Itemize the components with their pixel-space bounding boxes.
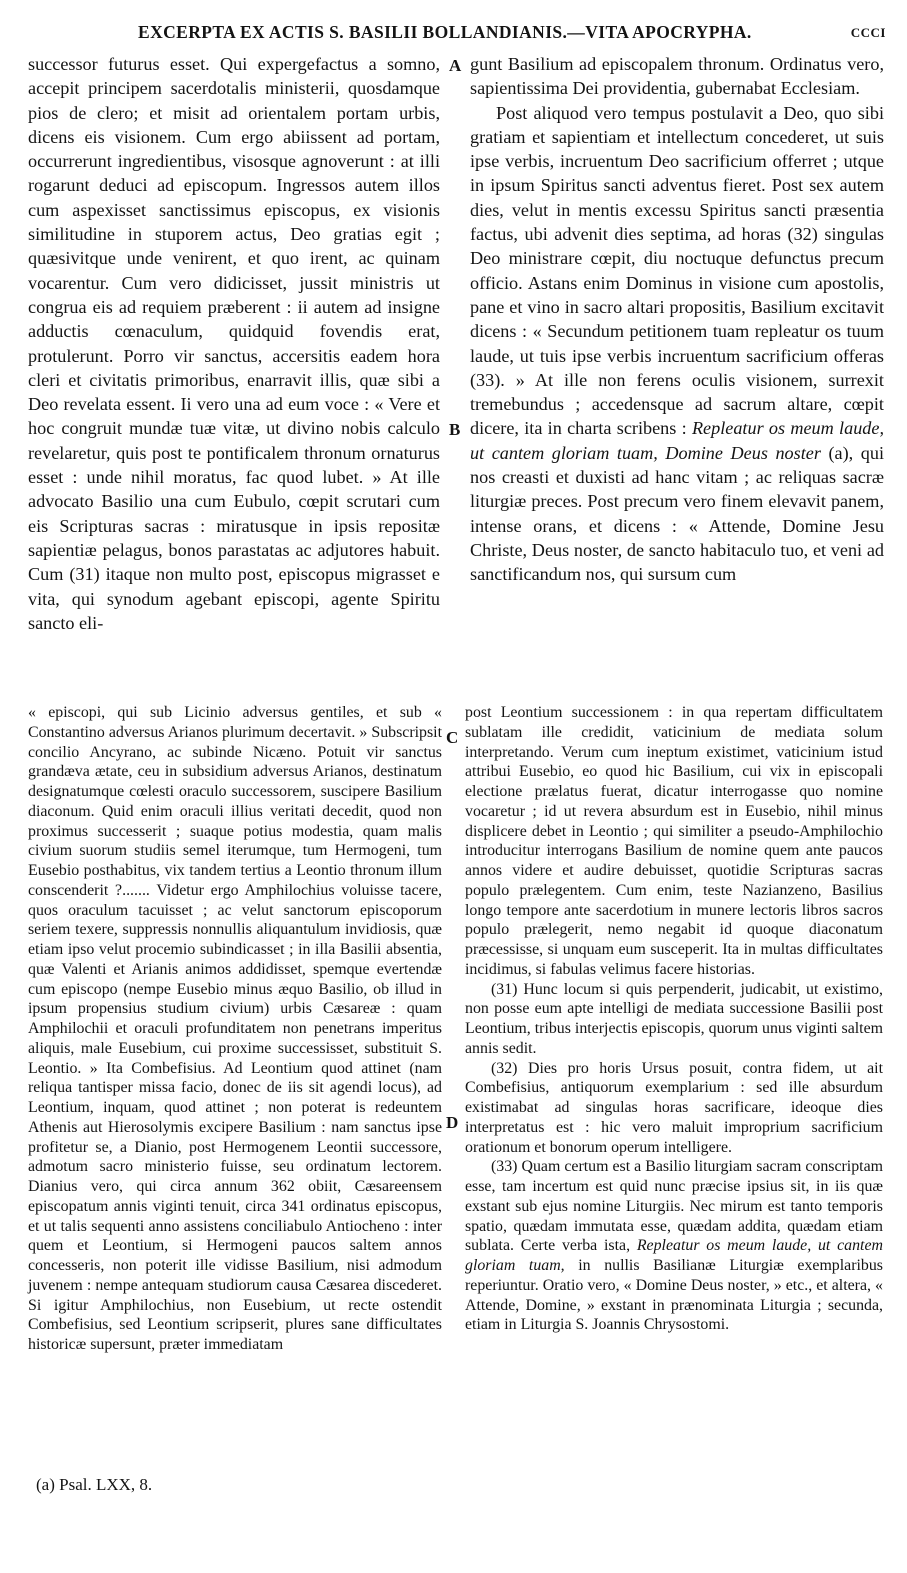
note-32: (32) Dies pro horis Ursus posuit, contra fidem, ut ait Combefisius, antiquorum exemplarium : sed ille absurdum existimabat ad singulas horas sacrificare, ideoque dies interpretatus est : hic vero maluit improprium sacrificium orationum et bonorum operum intelligere. bbox=[465, 1059, 883, 1156]
text-run: Post aliquod vero tempus postulavit a Deo, quo sibi gratiam et sapientiam et intellectum concederet, ut suis ipse verbis, incruentum Deo sacrificium offerret ; utque in ipsum Spiritus sancti adventus fieret. Post sex autem dies, velut in mentis excessu Spiritus sancti præsentia factus, ubi advenit dies septima, ad horas (32) singulas Deo ministrare cœpit, diu noctuque defunctus precum officio. Astans enim Dominus in visione cum apostolis, pane et vino in sacro altari propositis, Basilium excitavit dicens : « Secundum petitionem tuam repleatur os tuum laude, ut tuis ipse verbis incruentum sacrificium offeras (33). » At ille non ferens oculis visionem, surrexit tremebundus ; accedensque ad sacrum altare, cœpit dicere, ita in charta scribens : bbox=[470, 102, 884, 439]
paragraph: « episcopi, qui sub Licinio adversus gentiles, et sub « Constantino adversus Arianos plurimum decertavit. » Subscripsit concilio Ancyrano, ac subinde Nicæno. Potuit vir sanctus grandæva ætate, ceu in subsidium adversus Arianos, destinatum designatumque cœlesti oraculo successorem, suscipere Basilium diaconum. Quid enim oraculi illius veritati decedit, quod non proximus successerit ; suaque potius modestia, quam malis civium suorum studiis semel iterumque, tum Hermogeni, tum Eusebio posthabitus, vix tandem tertius a Leontio thronum illum conscenderit ?....... Videtur ergo Amphilochius voluisse tacere, quos oraculum tacuisset ; ac velut sanctorum episcoporum seriem texere, suppressis nonnullis aliquantulum invidiosis, quæ etiam ipso velut procemio subindicasset ; in illa Basilii absentia, quæ Valenti et Arianis animos addidisset, spemque evertendæ cum episcopo (nempe Eusebio minus æquo Basilio, ob illud in ipsum propensius studium civium) urbis Cæsareæ : quam Amphilochii et oraculi profunditatem non penetrans imperitus aliquis, male Eusebium, cui proxime successisset, substituit S. Leontio. » Ita Combefisius. Ad Leontium quod attinet (nam reliqua tantisper missa facio, donec de iis sit agendi locus), ad Leontium, inquam, quod attinet ; non poterat is redeuntem Athenis aut Hierosolymis excipere Basilium : nam sanctus ipse profitetur se, a Dianio, post Hermogenem Leontii successore, admotum sacro ministerio fuisse, seu ordinatum lectorem. Dianius vero, qui circa annum 362 obiit, Cæsareensem episcopatum annis viginti tenuit, circa 341 ordinatus episcopus, et ut talis sequenti anno assistens conciliabulo Antiocheno : inter quem et Leontium, si Hermogeni paucos saltem annos concesseris, non poterit ille vidisse Basilium, nisi admodum juvenem : nempe antequam studiorum causa Cæsarea discederet. Si igitur Amphilochius, non Eusebium, ut recte ostendit Combefisius, sed Leontium scripserit, plures sane difficultates historicæ supersunt, præter immediatam bbox=[28, 704, 442, 1353]
paragraph bbox=[470, 101, 884, 587]
paragraph: gunt Basilium ad episcopalem thronum. Ordinatus vero, sapientissima Dei providentia, gubernabat Ecclesiam. bbox=[470, 54, 884, 99]
running-header bbox=[20, 22, 888, 46]
note-33 bbox=[465, 1157, 883, 1335]
note-paragraph: post Leontium successionem : in qua repertam difficultatem sublatam ille credidit, vaticinium de mediata solum interpretando. Verum cum ineptum existimet, vaticinium istud attribui Eusebio, eo quod hic Basilium, cui vix in episcopali electione prælatus fuerat, dicatur interrogasse quo nomine vocaretur ; id ut revera absurdum est in Eusebio, nihil minus displicere debet in Leontio ; qui similiter a pseudo-Amphilochio introducitur interrogans Basilium de nomine quem ante paucos annos videre et audire debuisset, quotidie Scripturas sacras populo prælegentem. Cum enim, teste Nazianzeno, Basilius longo tempore ante sacerdotium in munere lectoris libros sacros populo prælegerit, nemo negabit id quoque diaconatum præcessisse, si unquam eum susceperit. Ita in multas difficultates incidimus, si fabulas velimus facere historias. bbox=[465, 704, 883, 978]
text-run: (33) Quam certum est a Basilio liturgiam sacram conscriptam esse, tam incertum est quid nunc præcise ipsius sit, in iis quæ exstant sub ejus nomine Liturgiis. Nec mirum est tanto temporis spatio, quædam immutata esse, quædam addita, quædam etiam sublata. Certe verba ista, bbox=[465, 1158, 883, 1255]
margin-marker-b: B bbox=[449, 420, 461, 439]
quotation-italic: Repleatur os meum laude, ut cantem gloriam tuam, bbox=[465, 1237, 883, 1274]
top-left-column bbox=[28, 52, 440, 635]
bottom-right-column bbox=[465, 703, 883, 1335]
footnote: (a) Psal. LXX, 8. bbox=[36, 1475, 153, 1494]
bottom-left-column bbox=[28, 703, 442, 1355]
quotation-italic: Repleatur os meum laude, ut cantem gloriam tuam, Domine Deus noster bbox=[470, 418, 884, 463]
margin-marker-a: A bbox=[449, 56, 462, 75]
paragraph: successor futurus esset. Qui expergefactus a somno, accepit principem sacerdotalis ministerii, quosdamque pios de clero; et misit ad orientalem portam urbis, dicens eis visionem. Cum ergo abiissent ad portam, occurrerunt ingredientibus, visosque agnoverunt : at illi rogarunt deduci ad episcopum. Ingressos autem illos cum aspexisset sanctissimus episcopus, ex visionis similitudine in stuporem actus, Deo gratias egit ; quæsivitque unde venirent, et quo irent, ac quinam vocarentur. Cum vero didicisset, jussit ministris ut congrua eis ad requiem præberent : ii autem ad insigne adductis cœnaculum, quidquid fovendis erat, protulerunt. Porro vir sanctus, accersitis eadem hora cleri et civitatis primoribus, enarravit illis, quæ sibi a Deo revelata essent. Ii vero una ad eum voce : « Vere et hoc congruit mundæ tuæ vitæ, ut divino nobis calculo revelaretur, quis post te pontificalem thronum ornaturus esset : unde nihil moratus, fac quod lubet. » At ille advocato Basilio una cum Eubulo, cœpit scrutari cum eis Scripturas sacras : miratusque in ipsis repositæ sapientiæ pelagus, bonos parastatas ac adjutores habuit. Cum (31) itaque non multo post, episcopus migrasset e vita, qui synodum agebant episcopi, agente Spiritu sancto eli- bbox=[28, 54, 440, 633]
text-run: (a), qui nos creasti et duxisti ad hanc vitam ; ac reliquas sacræ liturgiæ preces. Post precum vero finem elevavit panem, intense orans, et dicens : « Attende, Domine Jesu Christe, Deus noster, de sancto habitaculo tuo, et veni ad sanctificandum nos, qui sursum cum bbox=[470, 442, 885, 585]
margin-marker-c: C bbox=[446, 728, 459, 747]
page-number: CCCI bbox=[850, 25, 886, 40]
margin-marker-d: D bbox=[446, 1113, 459, 1132]
text-run: in nullis Basilianæ Liturgiæ exemplaribus reperiuntur. Oratio vero, « Domine Deus noster, » etc., et altera, « Attende, Domine, » exstant in prænominata Liturgia ; secunda, etiam in Liturgia S. Joannis Chrysostomi. bbox=[465, 1257, 883, 1334]
top-right-column bbox=[470, 52, 884, 587]
note-31: (31) Hunc locum si quis perpenderit, judicabit, ut existimo, non posse eum apte intelligi de mediata successione Basilii post Leontium, tribus interjectis episcopis, quorum unus viginti saltem annis sedit. bbox=[465, 980, 883, 1057]
page-title: EXCERPTA EX ACTIS S. BASILII BOLLANDIANIS.—VITA APOCRYPHA. bbox=[138, 22, 752, 42]
